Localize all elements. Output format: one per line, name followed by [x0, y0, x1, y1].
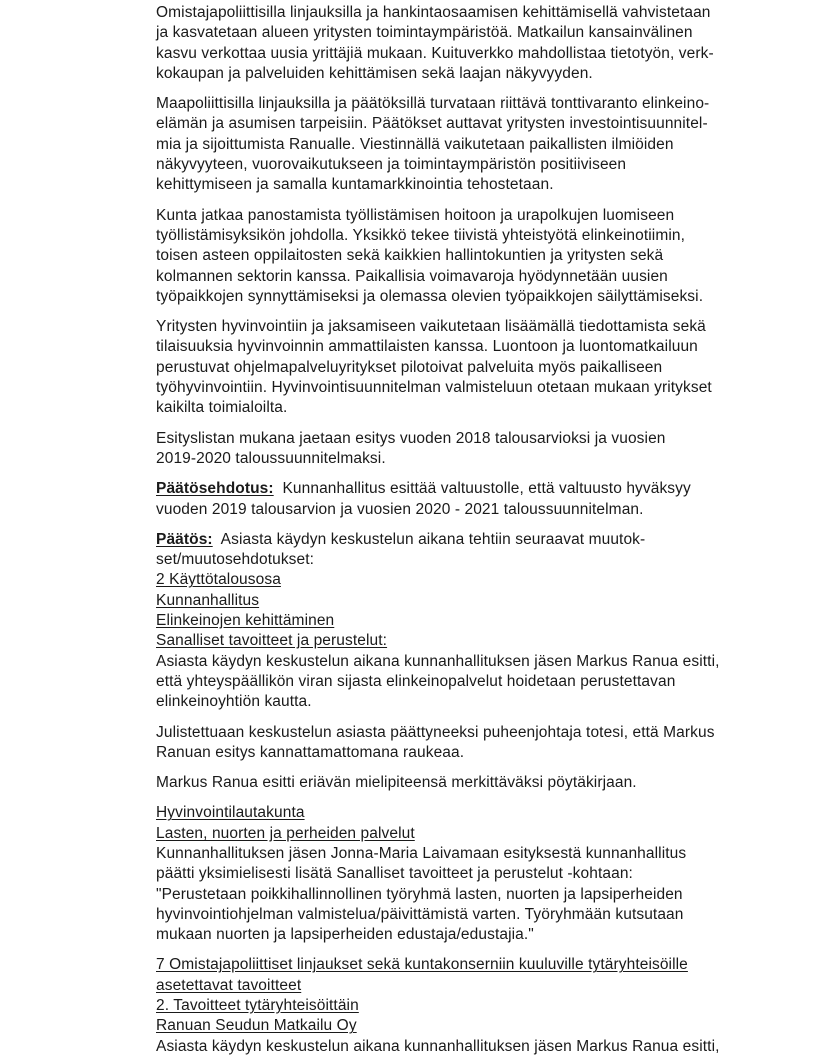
- text-line: [156, 1037, 796, 1056]
- text-line: [156, 155, 796, 175]
- text-line: [156, 743, 796, 763]
- document-body: [156, 3, 796, 1056]
- body-text: näkyvyyteen, vuorovaikutukseen ja toimintaympäristön positiiviseen: [156, 156, 627, 174]
- paragraph: [156, 803, 796, 945]
- decision-label: Päätös:: [156, 530, 213, 548]
- text-line: [156, 885, 796, 905]
- text-line: [156, 652, 796, 672]
- paragraph: [156, 723, 796, 764]
- text-line: [156, 429, 796, 449]
- text-line: [156, 631, 796, 651]
- body-text: ja kasvatetaan alueen yritysten toimintaympäristöä. Matkailun kansainvälinen: [156, 24, 693, 42]
- paragraph: [156, 773, 796, 793]
- text-line: [156, 550, 796, 570]
- text-line: [156, 996, 796, 1016]
- text-line: [156, 135, 796, 155]
- text-line: [156, 206, 796, 226]
- text-line: [156, 844, 796, 864]
- text-line: [156, 267, 796, 287]
- text-line: [156, 773, 796, 793]
- body-text: elämän ja asumisen tarpeisiin. Päätökset auttavat yritysten investointisuunnitel-: [156, 115, 708, 133]
- paragraph: [156, 317, 796, 418]
- text-line: [156, 337, 796, 357]
- body-text: tilaisuuksia hyvinvoinnin ammattilaisten kanssa. Luontoon ja luontomatkailuun: [156, 338, 698, 356]
- paragraph: [156, 955, 796, 1056]
- text-line: [156, 3, 796, 23]
- text-line: [156, 44, 796, 64]
- body-text: kehittymiseen ja samalla kuntamarkkinointia tehostetaan.: [156, 176, 554, 194]
- body-text: perustuvat ohjelmapalveluyritykset pilotoivat palveluita myös paikalliseen: [156, 358, 663, 376]
- text-line: [156, 226, 796, 246]
- body-text: mia ja sijoittumista Ranualle. Viestinnällä vaikutetaan paikallisten ilmiöiden: [156, 135, 674, 153]
- body-text: 2019-2020 taloussuunnitelmaksi.: [156, 449, 386, 467]
- text-line: [156, 479, 796, 499]
- text-line: [156, 449, 796, 469]
- text-line: [156, 358, 796, 378]
- body-text: Omistajapoliittisilla linjauksilla ja hankintaosaamisen kehittämisellä vahvistetaan: [156, 4, 711, 21]
- text-line: [156, 94, 796, 114]
- text-line: [156, 23, 796, 43]
- body-text: mukaan nuorten ja lapsiperheiden edustaja/edustajia.": [156, 926, 534, 944]
- body-text: kokaupan ja palveluiden kehittämisen sekä laajan näkyvyyden.: [156, 64, 593, 82]
- underlined-heading: Ranuan Seudun Matkailu Oy: [156, 1017, 357, 1035]
- paragraph: [156, 3, 796, 84]
- decision-label: Päätösehdotus:: [156, 480, 274, 498]
- underlined-heading: Hyvinvointilautakunta: [156, 804, 305, 822]
- text-line: [156, 287, 796, 307]
- underlined-heading: Sanalliset tavoitteet ja perustelut:: [156, 632, 388, 650]
- text-line: [156, 114, 796, 134]
- body-text: työhyvinvointiin. Hyvinvointisuunnitelman valmisteluun otetaan mukaan yritykset: [156, 379, 712, 397]
- paragraph: [156, 94, 796, 195]
- text-line: [156, 611, 796, 631]
- body-text: hyvinvointiohjelman valmistelua/päivittämistä varten. Työryhmään kutsutaan: [156, 905, 684, 923]
- text-line: [156, 378, 796, 398]
- underlined-heading: 2. Tavoitteet tytäryhteisöittäin: [156, 997, 359, 1015]
- underlined-heading: Elinkeinojen kehittäminen: [156, 612, 335, 630]
- paragraph: [156, 429, 796, 470]
- body-text: Ranuan esitys kannattamattomana raukeaa.: [156, 743, 465, 761]
- body-text: Yritysten hyvinvointiin ja jaksamiseen vaikutetaan lisäämällä tiedottamista sekä: [156, 318, 706, 336]
- body-text: elinkeinoyhtiön kautta.: [156, 693, 312, 711]
- text-line: [156, 530, 796, 550]
- body-text: Esityslistan mukana jaetaan esitys vuoden 2018 talousarvioksi ja vuosien: [156, 429, 666, 447]
- body-text: Kunnanhallitus esittää valtuustolle, että valtuusto hyväksyy: [273, 480, 691, 498]
- text-line: [156, 824, 796, 844]
- body-text: työpaikkojen synnyttämiseksi ja olemassa olevien työpaikkojen säilyttämiseksi.: [156, 287, 704, 305]
- text-line: [156, 864, 796, 884]
- body-text: "Perustetaan poikkihallinnollinen työryhmä lasten, nuorten ja lapsiperheiden: [156, 885, 683, 903]
- text-line: [156, 175, 796, 195]
- text-line: [156, 723, 796, 743]
- underlined-heading: 7 Omistajapoliittiset linjaukset sekä kuntakonserniin kuuluville tytäryhteisöille: [156, 956, 688, 974]
- body-text: Asiasta käydyn keskustelun aikana kunnanhallituksen jäsen Markus Ranua esitti,: [156, 652, 720, 670]
- body-text: Markus Ranua esitti eriävän mielipiteensä merkittäväksi pöytäkirjaan.: [156, 774, 637, 792]
- text-line: [156, 692, 796, 712]
- body-text: kolmannen sektorin kanssa. Paikallisia voimavaroja hyödynnetään uusien: [156, 267, 668, 285]
- underlined-heading: asetettavat tavoitteet: [156, 976, 302, 994]
- text-line: [156, 317, 796, 337]
- body-text: Kunta jatkaa panostamista työllistämisen hoitoon ja urapolkujen luomiseen: [156, 206, 675, 224]
- text-line: [156, 1016, 796, 1036]
- text-line: [156, 570, 796, 590]
- body-text: Asiasta käydyn keskustelun aikana kunnanhallituksen jäsen Markus Ranua esitti,: [156, 1037, 720, 1055]
- text-line: [156, 500, 796, 520]
- underlined-heading: 2 Käyttötalousosa: [156, 571, 281, 589]
- body-text: kaikilta toimialoilta.: [156, 399, 288, 417]
- body-text: Asiasta käydyn keskustelun aikana tehtiin seuraavat muutok-: [212, 530, 646, 548]
- underlined-heading: Kunnanhallitus: [156, 591, 260, 609]
- text-line: [156, 398, 796, 418]
- body-text: että yhteyspäällikön viran sijasta elinkeinopalvelut hoidetaan perustettavan: [156, 672, 676, 690]
- text-line: [156, 925, 796, 945]
- text-line: [156, 672, 796, 692]
- body-text: set/muutosehdotukset:: [156, 551, 315, 569]
- body-text: toisen asteen oppilaitosten sekä kaikkien hallintokuntien ja yritysten sekä: [156, 247, 664, 265]
- text-line: [156, 246, 796, 266]
- text-line: [156, 591, 796, 611]
- body-text: työllistämisyksikön johdolla. Yksikkö tekee tiivistä yhteistyötä elinkeinotiimin,: [156, 226, 686, 244]
- paragraph: [156, 530, 796, 713]
- body-text: Julistettuaan keskustelun asiasta päättyneeksi puheenjohtaja totesi, että Markus: [156, 723, 715, 741]
- paragraph: [156, 206, 796, 307]
- underlined-heading: Lasten, nuorten ja perheiden palvelut: [156, 824, 415, 842]
- text-line: [156, 803, 796, 823]
- body-text: Kunnanhallituksen jäsen Jonna-Maria Laivamaan esityksestä kunnanhallitus: [156, 844, 687, 862]
- body-text: Maapoliittisilla linjauksilla ja päätöksillä turvataan riittävä tonttivaranto elinkeino-: [156, 95, 710, 113]
- text-line: [156, 976, 796, 996]
- body-text: päätti yksimielisesti lisätä Sanalliset tavoitteet ja perustelut -kohtaan:: [156, 865, 633, 883]
- text-line: [156, 905, 796, 925]
- text-line: [156, 64, 796, 84]
- body-text: vuoden 2019 talousarvion ja vuosien 2020 - 2021 taloussuunnitelman.: [156, 500, 644, 518]
- paragraph: [156, 479, 796, 520]
- body-text: kasvu verkottaa uusia yrittäjiä mukaan. Kuituverkko mahdollistaa tietotyön, verk-: [156, 44, 714, 62]
- text-line: [156, 955, 796, 975]
